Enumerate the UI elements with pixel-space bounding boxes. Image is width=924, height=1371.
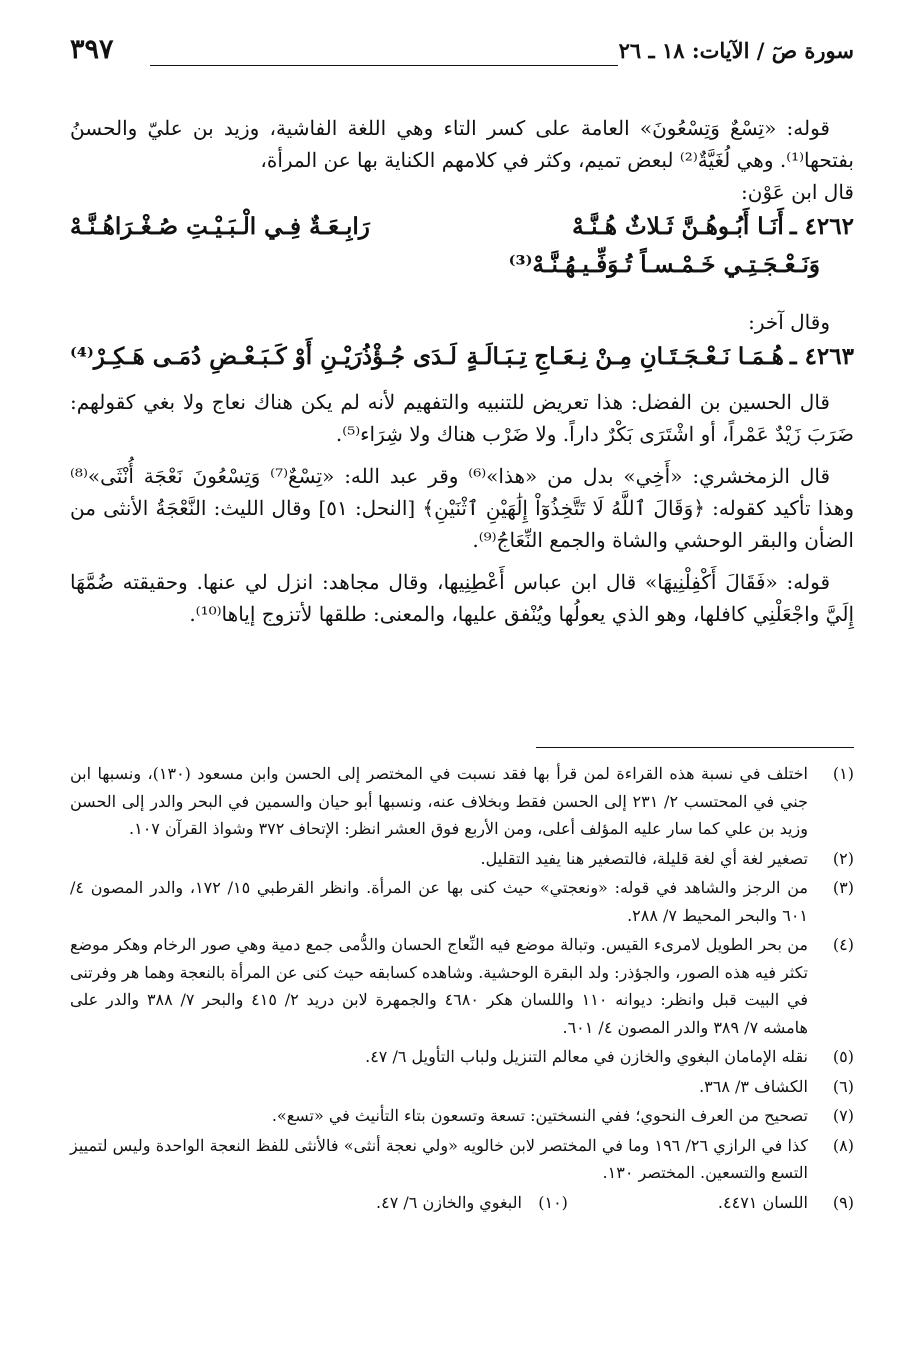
book-page	[70, 0, 854, 1371]
footnote-number: (٤)	[832, 935, 854, 954]
verse-continuation: وَنَـعْـجَـتِـي خَـمْـسـاً تُـوَفِّـيـهُـنَّـهْ⁽³⁾	[508, 251, 820, 278]
footnote-7	[70, 1102, 854, 1130]
footnote-1	[70, 760, 854, 843]
footnote-5	[70, 1043, 854, 1071]
main-text	[70, 112, 854, 630]
footnote-text: نقله الإمامان البغوي والخازن في معالم التنزيل ولباب التأويل ٦/ ٤٧.	[365, 1047, 808, 1066]
paragraph: قال الزمخشري: «أَخِي» بدل من «هذا»⁽⁶⁾ وقر عبد الله: «تِسْعٌ⁽⁷⁾ وَتِسْعُونَ نَعْجَة أُنْثَى»⁽⁸⁾ وهذا تأكيد كقوله: ﴿وَقَالَ ٱللَّهُ لَا تَتَّخِذُوٓاْ إِلَٰهَيْنِ ٱثْنَيْنِ﴾ [النحل: ٥١] وقال الليث: النَّعْجَةُ الأنثى من الضأن والبقر الوحشي والشاة والجمع النِّعَاجُ⁽⁹⁾.	[70, 464, 854, 552]
paragraph: قوله: «فَقَالَ أَكْفِلْنِيهَا» قال ابن عباس أَعْطِنِيها، وقال مجاهد: انزل لي عنها. وحقيقته ضُمَّهَا إِلَيَّ واجْعَلْنِي كافلها، وهو الذي يعولُها ويُنْفق عليها، والمعنى: طلقها لأتزوج إياها⁽¹⁰⁾.	[70, 570, 854, 626]
footnotes	[70, 760, 854, 1218]
footnote-3	[70, 874, 854, 929]
verse-first-half: ٤٢٦٢ ـأَنَـا أَبُـوهُـنَّ ثَـلاثٌ هُـنَّـهْ	[572, 213, 854, 240]
footnote-2	[70, 845, 854, 873]
footnote-number: (٢)	[832, 848, 854, 868]
verse-4263	[70, 338, 854, 376]
verse-line	[70, 208, 854, 246]
footnote-text: تصغير لغة أي لغة قليلة، فالتصغير هنا يفيد التقليل.	[480, 848, 808, 868]
footnote-text: تصحيح من العرف النحوي؛ ففي النسختين: تسعة وتسعون بتاء التأنيث في «تسع».	[271, 1106, 808, 1125]
footnote-number: (٩)	[832, 1192, 854, 1212]
verse-second-half: رَابِـعَـةٌ فِـي الْـبَـيْـتِ صُـغْـرَاهُـنَّـهْ	[70, 213, 370, 240]
verse-intro: قال ابن عَوْن:	[741, 180, 854, 204]
footnote-text: اختلف في نسبة هذه القراءة لمن قرأ بها فقد نسبت في المختصر إلى الحسن وابن مسعود (١٣٠)، ونسبها ابن جني في المحتسب ٢/ ٢٣١ إلى الحسن فقط وبخلاف عنه، ونسبها أبو حيان والسمين في البحر والدر إلى الحسن وزيد بن علي كما سار عليه المؤلف أعلى، ومن الأربع فوق العشر انظر: الإتحاف ٣٧٢ وشواذ القرآن ١٠٧.	[70, 764, 808, 838]
verse-number: ٤٢٦٣ ـ	[789, 343, 854, 370]
verse-intro: وقال آخر:	[748, 310, 830, 334]
footnote-number: (٥)	[832, 1047, 854, 1066]
footnote-number: (١٠)	[538, 1192, 568, 1212]
verse-number: ٤٢٦٢ ـ	[789, 213, 854, 240]
footnote-text: اللسان ٤٤٧١.	[717, 1192, 808, 1212]
footnote-text: من بحر الطويل لامرىء القيس. وتبالة موضع فيه النِّعاج الحسان والدُّمى جمع دمية وهي صور الرخام وهكر موضع تكثر فيه هذه الصور، والجؤذر: ولد البقرة الوحشية. وشاهده كسابقه حيث كنى عن المرأة بالنعجة وهما هر وفرتنى في البيت قبل وانظر: ديوانه ١١٠ واللسان هكر ٤٦٨٠ والجمهرة لابن دريد ٢/ ٤١٥ والبحر ٧/ ٣٨٨ والدر على هامشه ٧/ ٣٨٩ والدر المصون ٤/ ٦٠١.	[70, 935, 808, 1037]
footnote-number: (١)	[832, 764, 854, 783]
verse-4262	[70, 208, 854, 284]
footnote-number: (٣)	[832, 878, 854, 897]
footnote-10	[376, 1189, 568, 1217]
verse-first-half: ٤٢٦٣ ـهُـمَـا نَـعْـجَـتَـانِ مِـنْ نِـعَـاجِ تِـبَـالَـةٍ	[466, 343, 854, 370]
footnote-9	[718, 1189, 854, 1217]
footnote-text: البغوي والخازن ٦/ ٤٧.	[376, 1192, 522, 1212]
page-header	[70, 34, 854, 70]
paragraph: قوله: «تِسْعٌ وَتِسْعُونَ» العامة على كسر التاء وهي اللغة الفاشية، وزيد بن عليّ والحسنُ بفتحها⁽¹⁾. وهي لُغَيَّةٌ⁽²⁾ لبعض تميم، وكثر في كلامهم الكناية بها عن المرأة،	[70, 116, 854, 172]
footnote-text: الكشاف ٣/ ٣٦٨.	[699, 1076, 808, 1096]
running-title: سورة صٓ / الآيات: ١٨ ـ ٢٦	[618, 38, 854, 63]
footnote-number: (٧)	[832, 1106, 854, 1125]
page-number: ٣٩٧	[70, 34, 114, 65]
paragraph: قال الحسين بن الفضل: هذا تعريض للتنبيه والتفهيم لأنه لم يكن هناك نعاج ولا بغي كقولهم: ضَرَبَ زَيْدٌ عَمْراً، أو اشْتَرَى بَكْرٌ داراً. ولا ضَرْب هناك ولا شِرَاء⁽⁵⁾.	[70, 390, 854, 446]
footnote-8	[70, 1132, 854, 1187]
footnote-number: (٨)	[832, 1135, 854, 1155]
header-rule	[150, 65, 618, 66]
footnote-row	[70, 1189, 854, 1219]
footnote-text: من الرجز والشاهد في قوله: «ونعجتي» حيث كنى بها عن المرأة. وانظر القرطبي ١٥/ ١٧٢، والدر المصون ٤/ ٦٠١ والبحر المحيط ٧/ ٢٨٨.	[70, 878, 808, 925]
footnote-text: كذا في الرازي ٢٦/ ١٩٦ وما في المختصر لابن خالويه «ولي نعجة أنثى» فالأنثى للفظ النعجة الواحدة وليس لتمييز التسع والتسعين. المختصر ١٣٠.	[70, 1135, 808, 1182]
footnote-4	[70, 931, 854, 1041]
footnote-number: (٦)	[832, 1076, 854, 1096]
footnote-separator	[536, 747, 854, 748]
verse-line	[70, 338, 854, 376]
footnote-6	[70, 1073, 854, 1101]
verse-second-half: لَـدَى جُـؤْذُرَيْـنِ أَوْ كَـبَـعْـضِ دُمَـى هَـكِـرْ⁽⁴⁾	[70, 343, 457, 370]
